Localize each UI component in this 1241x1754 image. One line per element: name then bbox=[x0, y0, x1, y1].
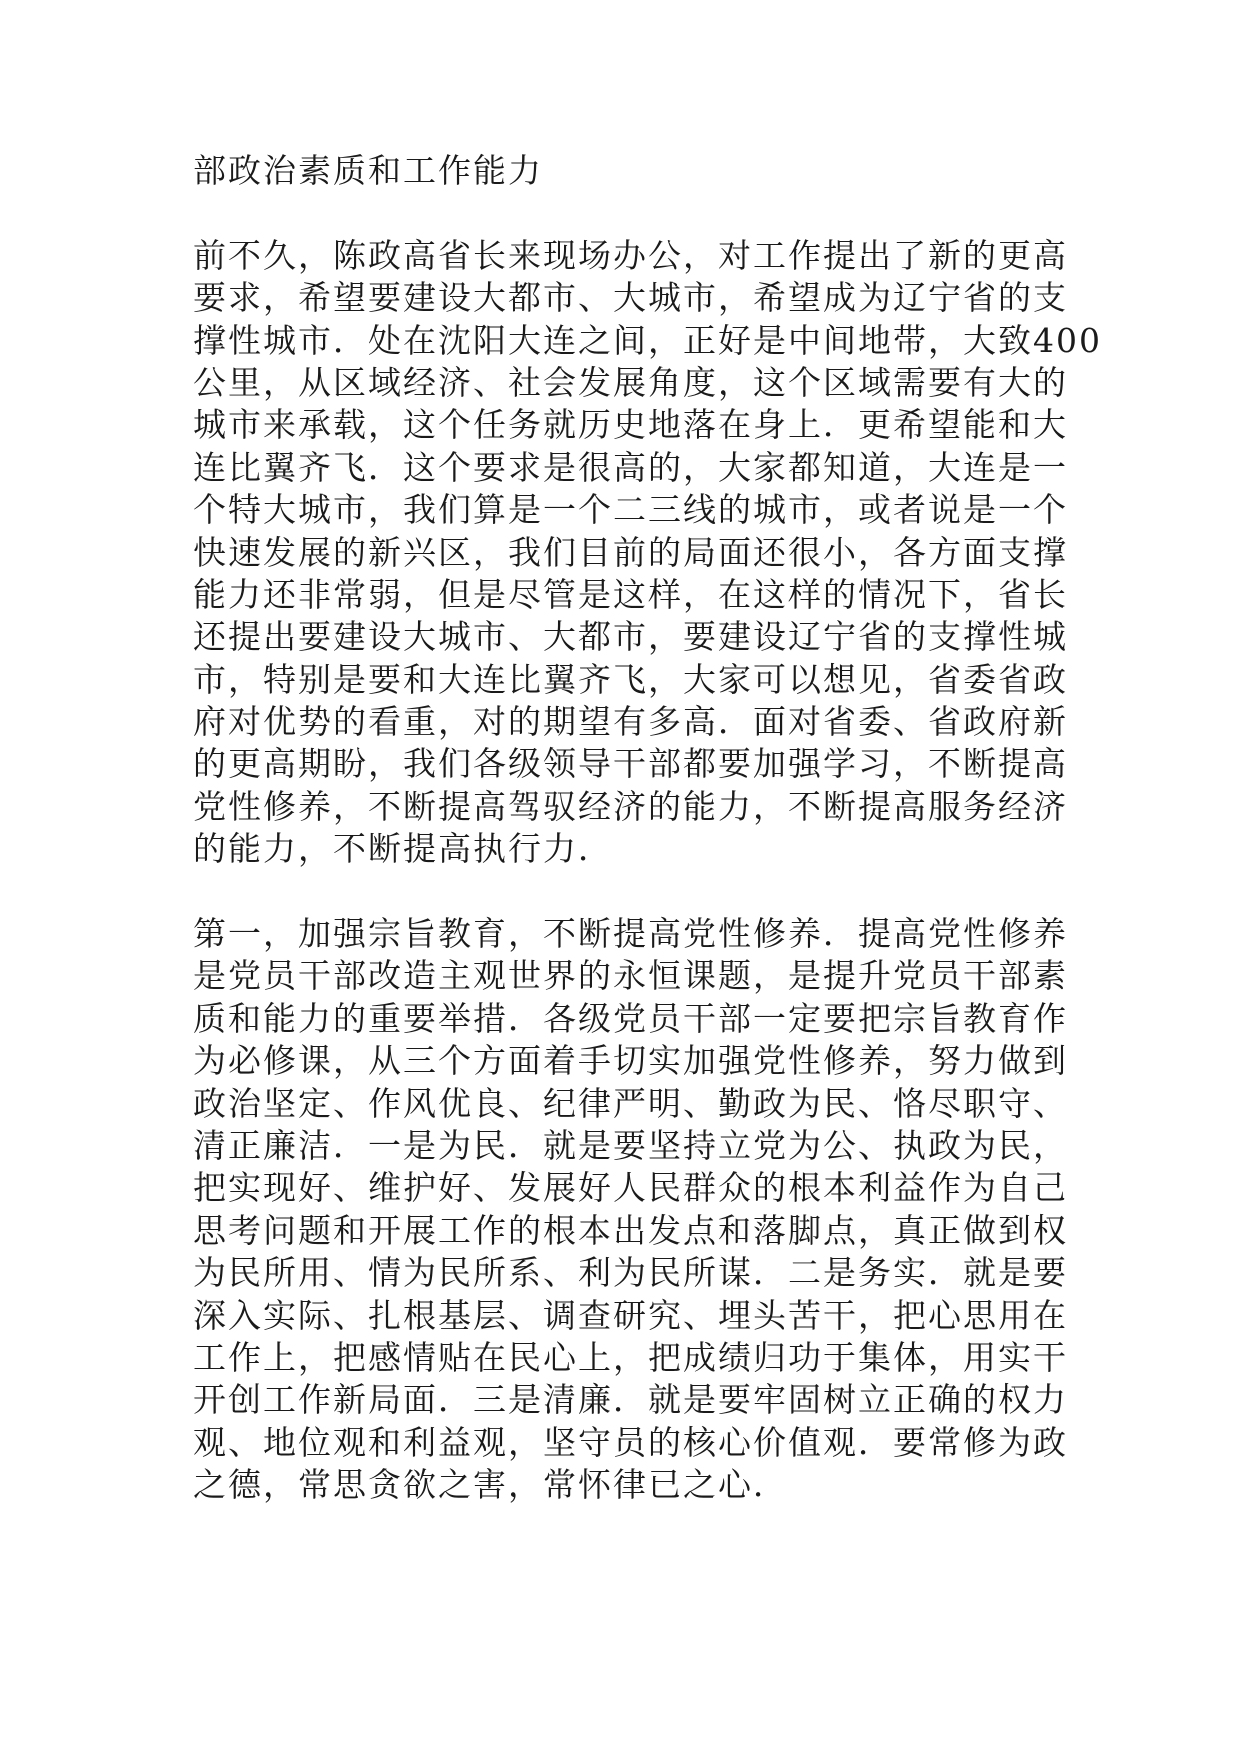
document-body bbox=[193, 150, 1102, 1507]
text-line: 思考问题和开展工作的根本出发点和落脚点，真正做到权 bbox=[193, 1210, 1068, 1250]
text-line: 政治坚定、作风优良、纪律严明、勤政为民、恪尽职守、 bbox=[193, 1083, 1068, 1123]
text-line: 党性修养，不断提高驾驭经济的能力，不断提高服务经济 bbox=[193, 786, 1068, 826]
text-line: 工作上，把感情贴在民心上，把成绩归功于集体，用实干 bbox=[193, 1337, 1068, 1377]
text-line: 府对优势的看重，对的期望有多高．面对省委、省政府新 bbox=[193, 702, 1068, 742]
body-paragraph-1 bbox=[193, 235, 1102, 871]
heading-line: 部政治素质和工作能力 bbox=[193, 151, 543, 190]
text-line: 能力还非常弱，但是尽管是这样，在这样的情况下，省长 bbox=[193, 574, 1068, 614]
text-line: 还提出要建设大城市、大都市，要建设辽宁省的支撑性城 bbox=[193, 617, 1068, 657]
body-paragraph-2 bbox=[193, 913, 1068, 1506]
text-line: 深入实际、扎根基层、调查研究、埋头苦干，把心思用在 bbox=[193, 1295, 1068, 1335]
text-line: 开创工作新局面．三是清廉．就是要牢固树立正确的权力 bbox=[193, 1380, 1068, 1420]
text-line: 城市来承载，这个任务就历史地落在身上．更希望能和大 bbox=[193, 405, 1068, 445]
text-line: 的能力，不断提高执行力． bbox=[193, 829, 613, 869]
text-line: 为民所用、情为民所系、利为民所谋．二是务实．就是要 bbox=[193, 1253, 1068, 1293]
text-line: 前不久，陈政高省长来现场办公，对工作提出了新的更高 bbox=[193, 235, 1068, 275]
text-line: 观、地位观和利益观，坚守员的核心价值观．要常修为政 bbox=[193, 1422, 1068, 1462]
text-line: 是党员干部改造主观世界的永恒课题，是提升党员干部素 bbox=[193, 956, 1068, 996]
text-line: 为必修课，从三个方面着手切实加强党性修养，努力做到 bbox=[193, 1041, 1068, 1081]
heading-paragraph bbox=[193, 150, 1023, 192]
text-line: 个特大城市，我们算是一个二三线的城市，或者说是一个 bbox=[193, 490, 1068, 530]
text-line: 快速发展的新兴区，我们目前的局面还很小，各方面支撑 bbox=[193, 532, 1068, 572]
text-line: 的更高期盼，我们各级领导干部都要加强学习，不断提高 bbox=[193, 744, 1068, 784]
text-line: 要求，希望要建设大都市、大城市，希望成为辽宁省的支 bbox=[193, 278, 1068, 318]
text-line: 撑性城市．处在沈阳大连之间，正好是中间地带，大致400 bbox=[193, 320, 1102, 360]
text-line: 清正廉洁．一是为民．就是要坚持立党为公、执政为民， bbox=[193, 1125, 1068, 1165]
text-line: 之德，常思贪欲之害，常怀律已之心． bbox=[193, 1465, 788, 1505]
paragraph-gap bbox=[193, 871, 1023, 913]
text-line: 第一，加强宗旨教育，不断提高党性修养．提高党性修养 bbox=[193, 914, 1068, 954]
paragraph-gap bbox=[193, 192, 1023, 234]
text-line: 连比翼齐飞．这个要求是很高的，大家都知道，大连是一 bbox=[193, 447, 1068, 487]
text-line: 公里，从区域经济、社会发展角度，这个区域需要有大的 bbox=[193, 362, 1068, 402]
text-line: 把实现好、维护好、发展好人民群众的根本利益作为自己 bbox=[193, 1168, 1068, 1208]
text-line: 质和能力的重要举措．各级党员干部一定要把宗旨教育作 bbox=[193, 998, 1068, 1038]
text-line: 市，特别是要和大连比翼齐飞，大家可以想见，省委省政 bbox=[193, 659, 1068, 699]
